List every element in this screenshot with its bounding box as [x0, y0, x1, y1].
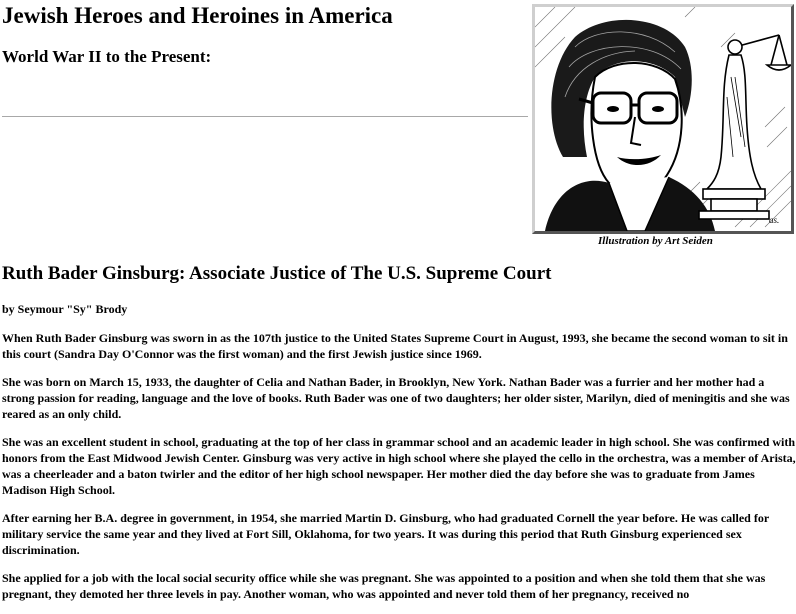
article-byline: by Seymour "Sy" Brody	[2, 302, 128, 316]
page-subtitle: World War II to the Present:	[2, 47, 212, 66]
horizontal-rule	[2, 116, 528, 118]
justice-statue-icon	[699, 35, 791, 219]
paragraph: When Ruth Bader Ginsburg was sworn in as the 107th justice to the United States Supreme Court in August, 1993, she became the second woman to sit in this court (Sandra Day O'Connor was the first woman) and the first Jewish justice since 1969.	[2, 331, 788, 361]
illustration-figure	[532, 4, 794, 254]
paragraph: She was born on March 15, 1933, the daughter of Celia and Nathan Bader, in Brooklyn, New York. Nathan Bader was a furrier and her mother had a strong passion for reading, language and the love of books. Ruth Bader was one of two daughters; her older sister, Marilyn, died of meningitis and she was reared as an only child.	[2, 375, 790, 421]
article-title: Ruth Bader Ginsburg: Associate Justice of The U.S. Supreme Court	[2, 263, 552, 284]
article-body	[2, 330, 796, 614]
page-title: Jewish Heroes and Heroines in America	[2, 3, 393, 28]
paragraph: She was an excellent student in school, graduating at the top of her class in grammar school and an academic leader in high school. She was confirmed with honors from the East Midwood Jewish Center. Ginsburg was very active in high school where she played the cello in the orchestra, was a member of Arista, was a cheerleader and a baton twirler and the editor of her high school newspaper. Her mother died the day before she was to graduate from James Madison High School.	[2, 435, 796, 497]
paragraph: She applied for a job with the local social security office while she was pregnant. She was appointed to a position and when she told them that she was pregnant, they demoted her three levels in pay. Another woman, who was appointed and never told them of her pregnancy, received no	[2, 571, 766, 601]
portrait-illustration	[535, 7, 791, 231]
face-shape	[591, 63, 681, 194]
illustration-frame	[532, 4, 794, 234]
artist-signature: as.	[769, 215, 780, 225]
illustration-caption: Illustration by Art Seiden	[598, 235, 713, 247]
paragraph: After earning her B.A. degree in government, in 1954, she married Martin D. Ginsburg, who had graduated Cornell the year before. He was called for military service the same year and they lived at Fort Sill, Oklahoma, for two years. It was during this period that Ruth Ginsburg experienced sex discrimination.	[2, 511, 769, 557]
